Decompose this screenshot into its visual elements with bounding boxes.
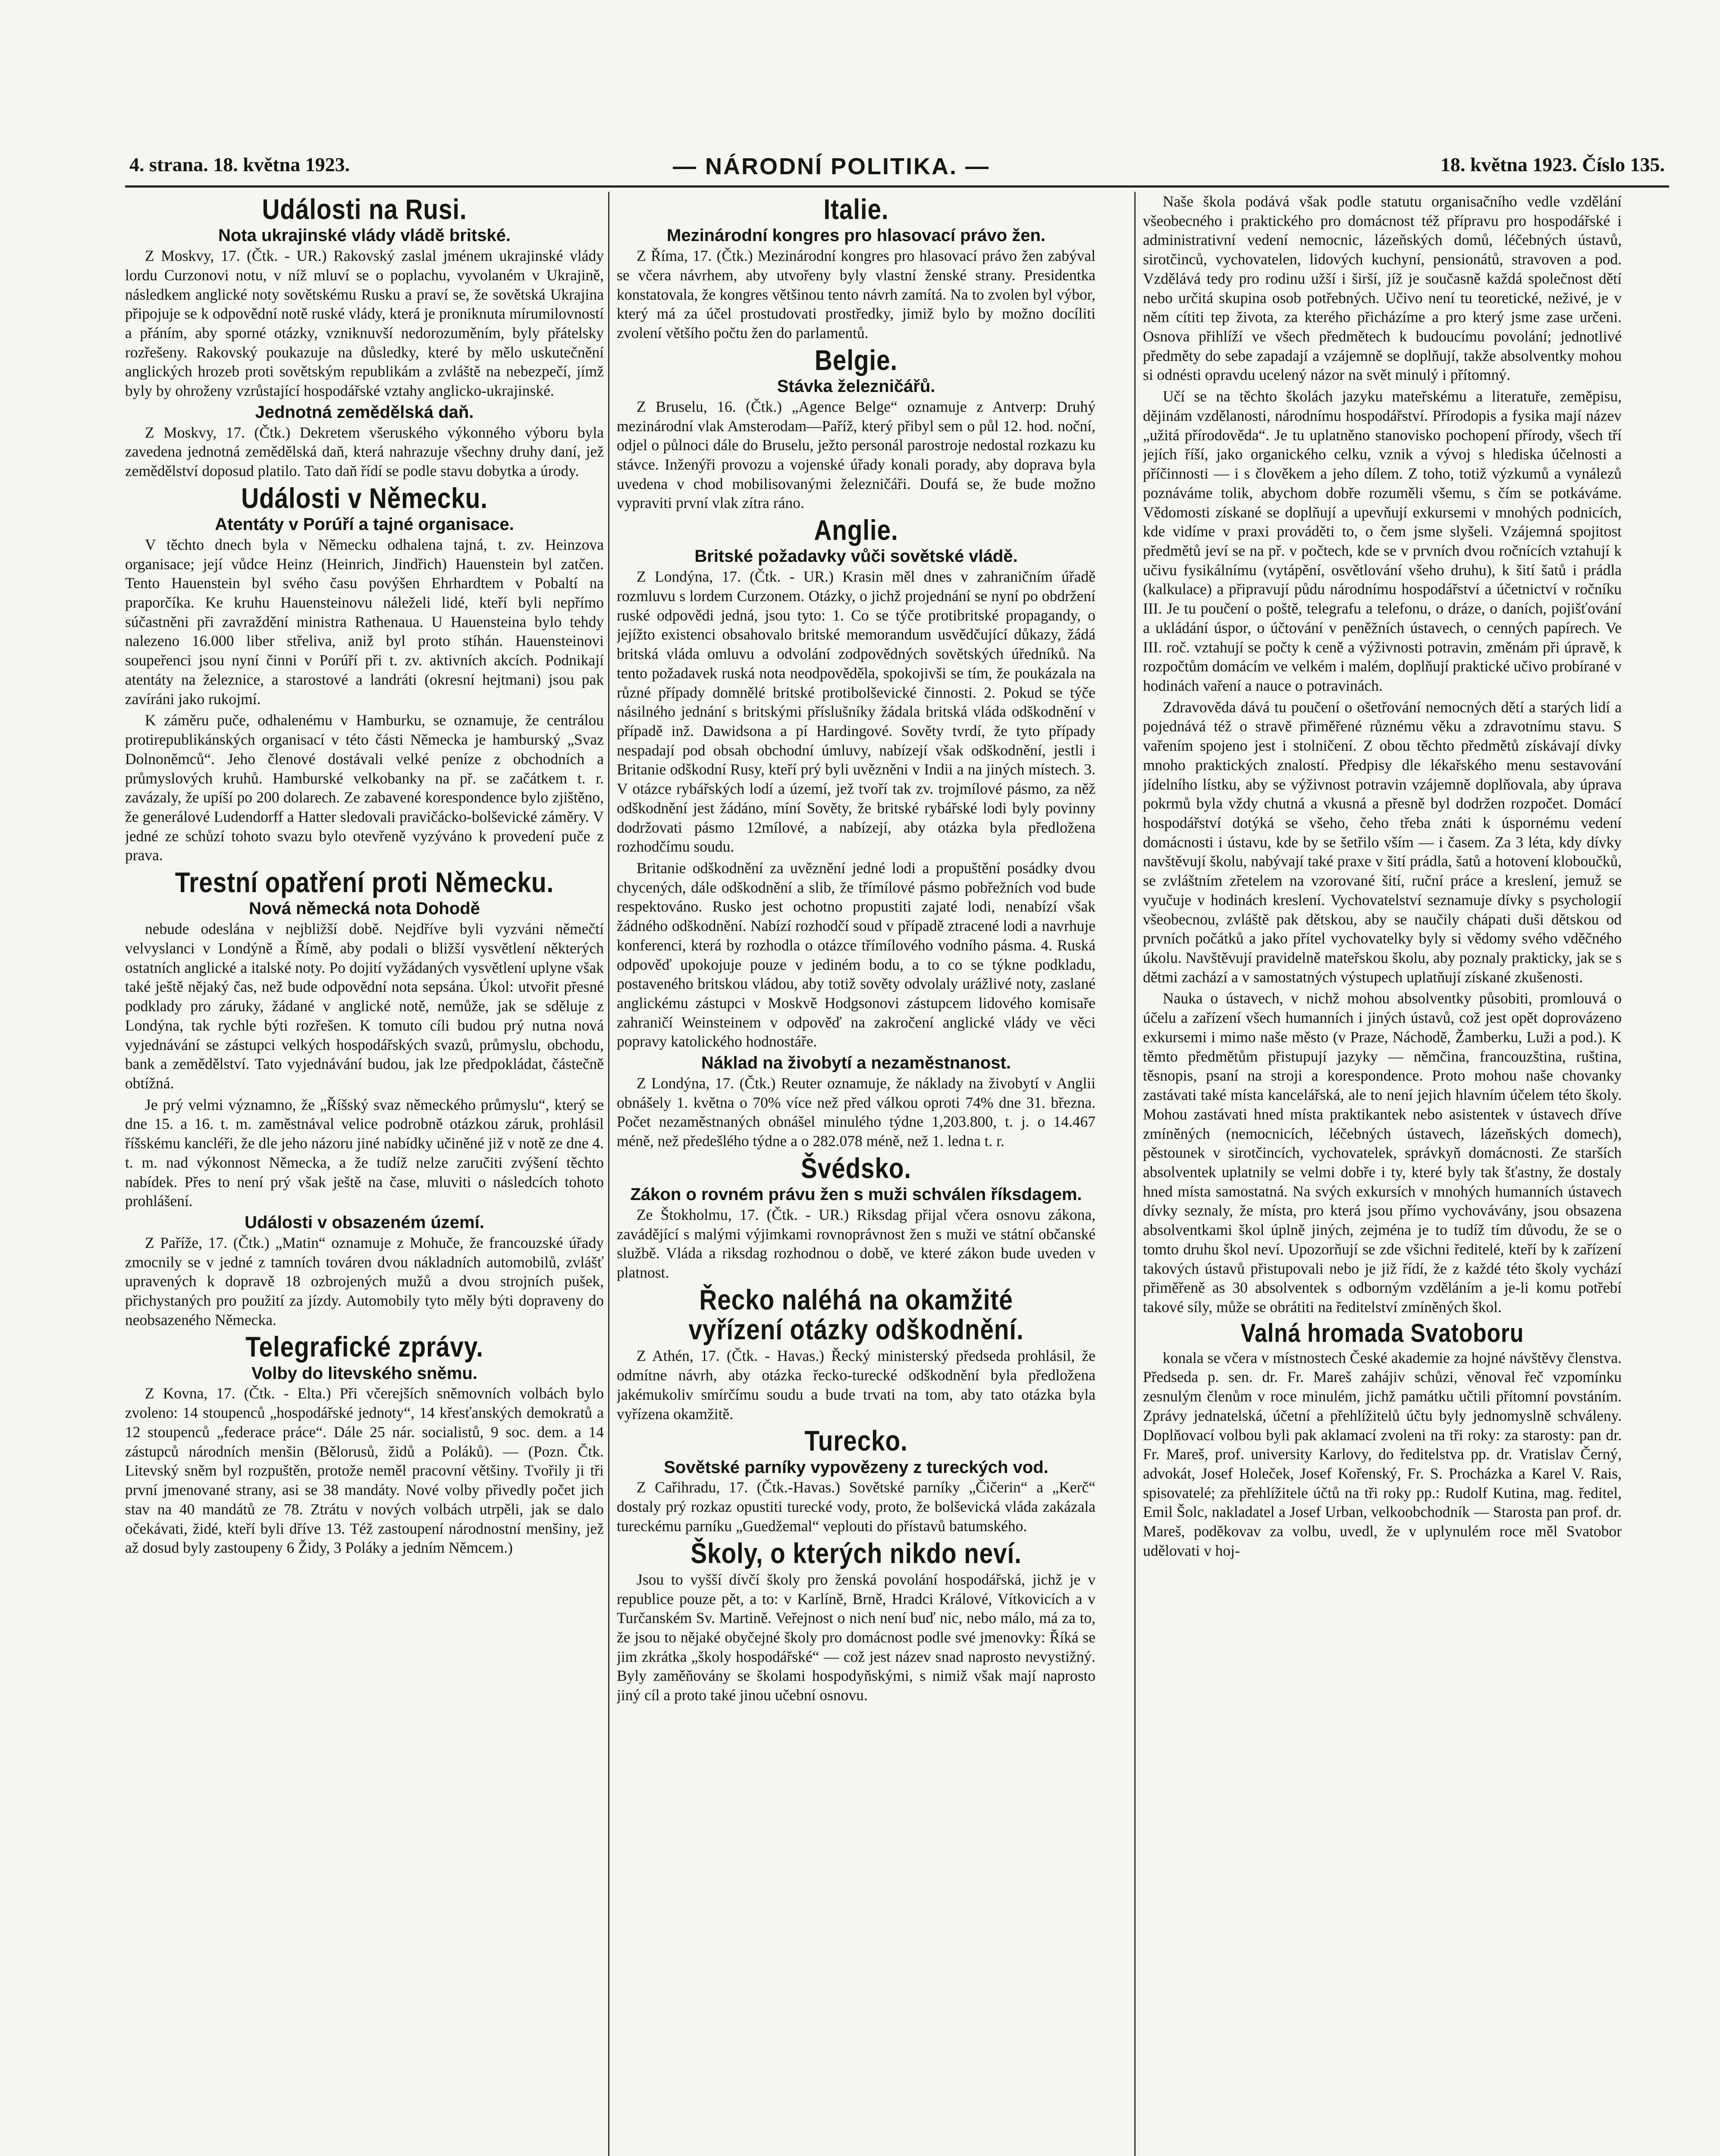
article-paragraph: Z Bruselu, 16. (Čtk.) „Agence Belge“ oznamuje z Antverp: Druhý mezinárodní vlak Amsterodam—Paříž, který přibyl sem o půl 12. hod. noční, odjel o půlnoci dále do Bruselu, ježto personál parostroje nedostal rozkazu ku stávce. Inženýři provozu a vojenské úřady konali porady, aby doprava byla uvedena v chod mobilisovanými železničáři. Doufá se, že bude možno vypraviti první vlak zítra ráno. bbox=[617, 398, 1095, 512]
section-heading: Telegrafické zprávy. bbox=[245, 1331, 483, 1363]
article-paragraph: Naše škola podává však podle statutu organisačního vedle vzdělání všeobecného i praktického pro domácnost též přípravu pro hospodářské i administrativní vedení nemocnic, lázeňských domů, léčebných ústavů, sirotčinců, vychovatelen, lidových kuchyní, pensionátů, stravoven a pod. Vzdělává tedy pro rodinu užší i širší, jíž je současně každá společnost dětí nebo určitá skupina osob potřebných. Učivo není tu teoretické, neživé, je v něm cítiti tep života, za kterého přicházíme a pro který jsme zase určeni. Osnova přihlíží ve všech předmětech k budoucímu povolání; jednotlivé předměty do sebe zapadají a vzájemně se doplňují, takže absolventky mohou si odnésti opravdu ucelený názor na svět minulý i přítomný. bbox=[1143, 193, 1622, 384]
header-rule bbox=[125, 185, 1669, 188]
section-heading: Školy, o kterých nikdo neví. bbox=[691, 1537, 1022, 1569]
section-heading: Řecko naléhá na okamžité vyřízení otázky odškodnění. bbox=[688, 1283, 1024, 1346]
section-heading: Události na Rusi. bbox=[262, 193, 467, 225]
date-issue-number: 18. května 1923. Číslo 135. bbox=[1440, 154, 1665, 175]
article-paragraph: Z Athén, 17. (Čtk. - Havas.) Řecký ministerský předseda prohlásil, že odmítne návrh, aby otázka řecko-turecké odškodnění byla předložena jakémukoliv smírčímu soudu a bude trvati na tom, aby tato otázka byla vyřízena okamžitě. bbox=[617, 1347, 1095, 1423]
article-paragraph: Zdravověda dává tu poučení o ošetřování nemocných dětí a starých lidí a pojednává též o stravě přiměřené různému věku a zdravotnímu stavu. S vařením spojeno jest i stolničení. Z obou těchto předmětů získávají dívky mnoho praktických znalostí. Předpisy dle lékařského menu sestavování jídelního lístku, aby se výživnost potravin vzájemně doplňovala, aby úprava pokrmů byla vždy chutná a vkusná a přesně byl dodržen rozpočet. Domácí hospodářství dotýká se všeho, čeho třeba znáti k úspornému vedení domácnosti i ústavu, kde by se šetřilo vším — i časem. Za 3 léta, kdy dívky navštěvují školu, nabývají také praxe v šití prádla, šatů a hotovení kloboučků, se zvláštním zřetelem na vzorované šití, ruční práce a kreslení, jemuž se vyučuje v hodinách kreslení. Vychovatelství seznamuje dívky s psychologií všeobecnou, zvláště pak dětskou, aby se naučily chápati duši dětskou od prvních počátků a jako přítel vychovatelky byly si vědomy svého vděčného úkolu. Navštěvují pravidelně mateřskou školu, aby poznaly prakticky, jak se s dětmi zachází a v samostatných výstupech uplatňují získané zkušenosti. bbox=[1143, 698, 1622, 986]
article-paragraph: Z Moskvy, 17. (Čtk.) Dekretem všeruského výkonného výboru byla zavedena jednotná zemědělská daň, která nahrazuje všechny druhy daní, jež zemědělství doposud platilo. Tato daň řídí se podle stavu dobytka a úrody. bbox=[125, 423, 604, 480]
article-paragraph: nebude odeslána v nejbližší době. Nejdříve byli vyzváni němečtí velvyslanci v Londýně a Římě, aby podali o bližší vysvětlení některých ostatních anglické a italské noty. Po dojití vyžádaných vysvětlení uplyne však také ještě nějaký čas, než bude odpovědní nota sepsána. Úkol: utvořit přesné podklady pro záruky, žádané v anglické notě, nemůže, jak se sděluje z Londýna, tak rychle býti rozřešen. K tomuto cíli budou prý nutna nová vyjednávání se zástupci velkých hospodářských svazů, průmyslu, obchodu, bank a zemědělství. Tato vyjednávání budou, jak lze předpokládat, částečně obtížná. bbox=[125, 920, 604, 1092]
article-paragraph: Britanie odškodnění za uvěznění jedné lodi a propuštění posádky dvou chycených, dále odškodnění a slib, že třímílové pásmo pobřežních vod bude respektováno. Rusko jest ochotno propustiti zajaté lodi, nenabízí však žádného odškodnění. Nabízí rozhodčí soud v případě ztracené lodi a navrhuje konferenci, která by rozhodla o otázce třímílového vodního pásma. 4. Ruská odpověď upokojuje pouze v jediném bodu, a to co se týkne podkladu, postaveného britskou vládou, aby totiž sověty odvolaly urážlivé noty, zaslané anglickému zástupci v Moskvě Hodgsonovi zástupcem lidového komisaře zahraničí Weinsteinem v odpověď na zakročení anglické vlády ve věci popravy katolického hodnostáře. bbox=[617, 859, 1095, 1050]
section-heading: Belgie. bbox=[814, 344, 898, 376]
article-headline: Atentáty v Porúří a tajné organisace. bbox=[215, 515, 514, 534]
article-headline: Stávka železničářů. bbox=[777, 376, 935, 396]
article-paragraph: Z Cařihradu, 17. (Čtk.-Havas.) Sovětské parníky „Čičerin“ a „Kerč“ dostaly prý rozkaz opustiti turecké vody, proto, že bolševická vláda zakázala tureckému parníku „Guedžemal“ veplouti do přístavů batumského. bbox=[617, 1479, 1095, 1535]
article-headline: Náklad na živobytí a nezaměstnanost. bbox=[701, 1053, 1011, 1073]
article-paragraph: Z Říma, 17. (Čtk.) Mezinárodní kongres pro hlasovací právo žen zabýval se včera návrhem, aby utvořeny byly vlastní ženské strany. Presidentka konstatovala, že kongres většinou tento návrh zamítá. Na to zvolen byl výbor, který má za účel prostudovati prostředky, jimiž bylo by možno docíliti zvolení většího počtu žen do parlamentů. bbox=[617, 247, 1095, 342]
section-heading: Trestní opatření proti Německu. bbox=[175, 866, 554, 899]
article-paragraph: K záměru puče, odhalenému v Hamburku, se oznamuje, že centrálou protirepublikánských organisací v této části Německa je hamburský „Svaz Dolnoněmců“. Jeho členové dostávali velké peníze z obchodních a průmyslových kruhů. Hamburské velkobanky na př. se začátkem t. r. zavázaly, že upíší po 200 dolarech. Ze zabavené korespondence bylo zjištěno, že generálové Ludendorff a Hatter sledovali pravičácko-bolševické záměry. V jedné ze schůzí tohoto svazu bylo otevřeně vyzýváno k provedení puče z prava. bbox=[125, 711, 604, 864]
article-headline: Britské požadavky vůči sovětské vládě. bbox=[694, 547, 1018, 566]
article-headline: Nota ukrajinské vlády vládě britské. bbox=[218, 226, 511, 245]
article-paragraph: Je prý velmi významno, že „Říšský svaz německého průmyslu“, který se dne 15. a 16. t. m. zaměstnával velice podrobně otázkou záruk, prohlásil říšskému kancléři, že dle jeho názoru jiné nabídky učiněné již v notě ze dne 4. t. m. nad výkonnost Německa, a že tudíž nelze zaručiti zvýšení těchto nabídek. Přes to není prý však ještě na čase, mluviti o následcích tohoto prohlášení. bbox=[125, 1096, 604, 1210]
column-1 bbox=[125, 192, 604, 2156]
article-paragraph: Jsou to vyšší dívčí školy pro ženská povolání hospodářská, jichž je v republice pouze pět, a to: v Karlíně, Brně, Hradci Králové, Vítkovicích a v Turčanském Sv. Martině. Veřejnost o nich není buď nic, nebo málo, má za to, že jsou to nějaké obyčejné školy pro domácnost podle své jmenovky: Říká se jim zkrátka „školy hospodářské“ — což jest název snad naprosto nevystižný. Byly zaměňovány se školami hospodyňskými, s nimiž však mají naprosto jiný cíl a proto také jinou učební osnovu. bbox=[617, 1570, 1095, 1704]
article-paragraph: Nauka o ústavech, v nichž mohou absolventky působiti, promlouvá o účelu a zařízení všech humanních i jiných ústavů, což jest opět doprovázeno exkursemi i mimo naše město (v Praze, Náchodě, Žamberku, Luži a pod.). K těmto předmětům přistupují jazyky — němčina, francouzština, ruština, těsnopis, psaní na stroji a korespondence. Proto mohou naše chovanky zastávati také místa kancelářská, ale to není jejich hlavním účelem této školy. Mohou zastávati hned místa praktikantek nebo asistentek v ústavech dříve zmíněných (nemocnicích, léčebných ústavech, lázeňských domech), pěstounek v sirotčincích, vychovatelek, správkyň domácnosti. Ze starších absolventek uplatnily se velmi dobře i ty, které byly tak šťastny, že dostaly hned místa samostatná. Na svých exkursích v mnohých humanních ústavech dívky seznaly, že místa, pro která jsou přímo vychovávány, jsou obsazena absolventkami škol úplně jiných, zejména je to tudíž tím důvodu, že se o tomto druhu škol neví. Upozorňují se zde všichni ředitelé, kteří by k zařízení takových ústavů přistupovali nebo je již řídí, že z každé této školy vychází přiměřeně as 30 absolventek s odborným vzděláním a je-li komu potřebí takové síly, může se obrátiti na ředitelství zmíněných škol. bbox=[1143, 990, 1622, 1316]
article-headline: Jednotná zemědělská daň. bbox=[255, 402, 474, 422]
article-paragraph: Z Londýna, 17. (Čtk.) Reuter oznamuje, že náklady na živobytí v Anglii obnášely 1. května o 70% více než před válkou oproti 74% dne 31. března. Počet nezaměstnaných obnášel minulého týdne 1,203.800, t. j. o 14.467 méně, než předešlého týdne a o 282.078 méně, než 1. ledna t. r. bbox=[617, 1074, 1095, 1150]
section-heading: Švédsko. bbox=[800, 1152, 912, 1184]
column-2 bbox=[617, 192, 1095, 2156]
section-heading: Události v Německu. bbox=[241, 482, 488, 514]
article-paragraph: Učí se na těchto školách jazyku mateřskému a literatuře, zeměpisu, dějinám vzdělanosti, národnímu hospodářství. Přírodopis a fysika mají název „užitá přírodověda“. Je tu uplatněno stanovisko pochopení přírody, všech tří jejích říší, jako organického celku, vznik a vývoj s hlediska účelnosti a příčinnosti — i s člověkem a jeho dílem. Z toho, totiž výzkumů a vynálezů poznáváme tolik, abychom dobře rozuměli všemu, s čím se potkáváme. Vědomosti získané se doplňují a upevňují exkursemi v mnohých podnicích, kde vidíme v praxi prováděti to, o čem jsme slyšeli. Vzájemná spojitost předmětů jeví se na př. v počtech, kde se v prvních dvou ročnících vztahují k učivu fysikálnímu (vytápění, osvětlování všeho druhu), k šití šatů i prádla (kalkulace) a připravují půdu národnímu hospodářství a účetnictví v ročníku III. Je tu poučení o poště, telegrafu a telefonu, o dráze, o daních, pojišťování a ukládání úspor, o účtování v peněžních ústavech, o cenných papírech. Ve III. roč. vztahují se počty k ceně a výživnosti potravin, změnám při úpravě, k rozpočtům domácím ve velkém i malém, doplňují praktické učivo probírané v hodinách vaření a nauce o potravinách. bbox=[1143, 388, 1622, 694]
article-paragraph: Z Paříže, 17. (Čtk.) „Matin“ oznamuje z Mohuče, že francouzské úřady zmocnily se v jedné z tamních továren dvou nákladních automobilů, zvlášť upravených k dopravě 18 ozbrojených mužů a dvou strojních pušek, přichystaných pro použití za jízdy. Automobily tyto měly býti dopraveny do neobsazeného Německa. bbox=[125, 1234, 604, 1329]
article-paragraph: Z Kovna, 17. (Čtk. - Elta.) Při včerejších sněmovních volbách bylo zvoleno: 14 stoupenců „hospodářské jednoty“, 14 křesťanských demokratů a 12 stoupenců „federace práce“. Dále 25 nár. socialistů, 9 soc. dem. a 14 zástupců národních menšin (Bělorusů, židů a Poláků). — (Pozn. Čtk. Litevský sněm byl rozpuštěn, protože neměl pracovní většiny. Tvořily ji tři první jmenované strany, asi se 38 mandáty. Nové volby přivedly počet jich stav na 40 mandátů ze 78. Ztrátu v nových volbách utrpěli, jak se dalo očekávati, židé, kteří byli dříve 13. Též zastoupení národnostní menšiny, jež až dosud byly zastoupeny 6 Židy, 3 Poláky a jedním Němcem.) bbox=[125, 1385, 604, 1557]
masthead bbox=[129, 153, 1665, 183]
section-heading: Italie. bbox=[823, 193, 889, 225]
article-headline: Zákon o rovném právu žen s muži schválen říksdagem. bbox=[630, 1185, 1082, 1204]
article-headline: Nová německá nota Dohodě bbox=[249, 899, 480, 918]
article-headline: Události v obsazeném území. bbox=[245, 1213, 484, 1232]
article-paragraph: konala se včera v místnostech České akademie za hojné návštěvy členstva. Předseda p. sen. dr. Fr. Mareš zahájiv schůzi, věnoval řeč vzpomínku zesnulým členům v roce minulém, jichž památku učtili přítomní povstáním. Zprávy jednatelská, účetní a přehlížitelů účtu byly jednomyslně schváleny. Doplňovací volbou byli pak aklamací zvoleni na tři roky: za starosty: pan dr. Fr. Mareš, prof. university Karlovy, do ředitelstva pp. dr. Vratislav Černý, advokát, Josef Holeček, Josef Kořenský, Fr. S. Procházka a Karel V. Rais, spisovatelé; za přehlížitele účtů na tři roky pp.: Rudolf Kutina, mag. ředitel, Emil Šolc, nakladatel a Josef Urban, velkoobchodník — Starosta pan prof. dr. Mareš, poděkovav za volbu, uvedl, že v uplynulém roce měl Svatobor udělovati v hoj- bbox=[1143, 1349, 1622, 1559]
section-heading: Valná hromada Svatoboru bbox=[1240, 1318, 1524, 1348]
article-headline: Volby do litevského sněmu. bbox=[251, 1363, 477, 1383]
section-heading: Anglie. bbox=[814, 514, 898, 546]
section-heading: Turecko. bbox=[804, 1425, 908, 1457]
newspaper-title: — NÁRODNÍ POLITIKA. — bbox=[673, 154, 990, 179]
article-headline: Mezinárodní kongres pro hlasovací právo žen. bbox=[667, 226, 1045, 245]
article-paragraph: Ze Štokholmu, 17. (Čtk. - UR.) Riksdag přijal včera osnovu zákona, zavádějící s malými výjimkami rovnoprávnost žen s muži ve státní občanské službě. Vláda a riksdag rozhodnou o době, ve které zákon bude uveden v platnost. bbox=[617, 1206, 1095, 1282]
article-headline: Sovětské parníky vypovězeny z tureckých vod. bbox=[664, 1457, 1048, 1477]
column-3 bbox=[1143, 192, 1622, 2156]
article-paragraph: Z Moskvy, 17. (Čtk. - UR.) Rakovský zaslal jménem ukrajinské vlády lordu Curzonovi notu, v níž mluví se o poplachu, vyvolaném v Ukrajině, následkem anglické noty sovětskému Rusku a praví se, že sovětská Ukrajina připojuje se k odpovědní notě ruské vlády, která je proniknuta mírumilovností a přáním, aby sporné otázky, vzniknuvší nedorozuměním, byly přátelsky rozřešeny. Rakovský poukazuje na důsledky, které by mělo uskutečnění anglických hrozeb proti sovětským republikám a zvláště na nebezpečí, jímž byly by ohroženy vzrůstající hospodářské vztahy anglicko-ukrajinské. bbox=[125, 247, 604, 400]
article-paragraph: V těchto dnech byla v Německu odhalena tajná, t. zv. Heinzova organisace; její vůdce Heinz (Heinrich, Jindřich) Hauenstein byl zatčen. Tento Hauenstein byl svého času povýšen Ehrhardtem v Pobaltí na praporčíka. Ke kruhu Hauensteinovu náleželi lidé, kteří byli nepřímo súčastněni při zavraždění ministra Rathenaua. U Hauensteina bylo tehdy nalezeno 16.000 liber střeliva, aniž byl proto stíhán. Hauensteinovi soupeřenci jsou nyní činni v Porúří při t. zv. aktivních akcích. Podnikají atentáty na železnice, a starostové a landráti (okresní hejtmani) jsou pak zavíráni jako rukojmí. bbox=[125, 536, 604, 708]
article-paragraph: Z Londýna, 17. (Čtk. - UR.) Krasin měl dnes v zahraničním úřadě rozmluvu s lordem Curzonem. Otázky, o jichž projednání se nyní po obdržení ruské odpovědi jedná, jsou tyto: 1. Co se týče protibritské propagandy, o jejížto existenci obsahovalo britské memorandum usvědčující důkazy, žádá britská vláda omluvu a odvolání zodpovědných sovětských úředníků. Na tento požadavek ruská nota neodpověděla, spokojivši se tím, že poukázala na různé případy domnělé britské protibolševické činnosti. 2. Pokud se týče násilného jednání s britskými příslušníky žádala britská vláda odškodnění v případě inž. Dawidsona a pí Hardingové. Sověty tvrdí, že tyto případy nespadají pod obsah obchodní úmluvy, nabízejí však odškodnění, jestli i Britanie odškodní Rusy, kteří prý byli uvězněni v Indii a na jiných místech. 3. V otázce rybářských lodí a území, jež tvoří tak zv. trojmílové pásmo, za něž odškodnění jest žádáno, míní Sověty, že britské rybářské lodi byly povinny dodržovati pásmo 12mílové, a nabízejí, aby otázka byla předložena rozhodčímu soudu. bbox=[617, 568, 1095, 856]
page-number-date: 4. strana. 18. května 1923. bbox=[129, 154, 350, 175]
column-separator bbox=[608, 192, 609, 2156]
column-separator bbox=[1134, 192, 1136, 2156]
